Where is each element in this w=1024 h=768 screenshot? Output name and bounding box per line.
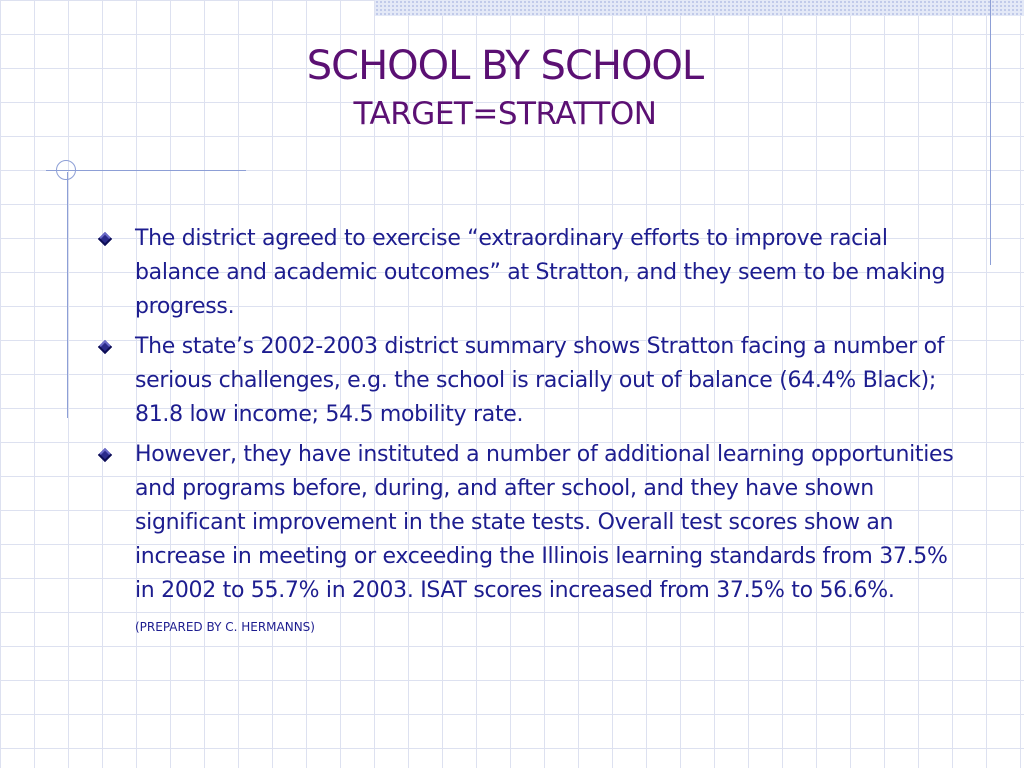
decorative-circle-icon: [56, 160, 76, 180]
bullet-item: [96, 222, 966, 324]
decorative-corner-pattern: [375, 0, 1024, 16]
decorative-vertical-line-left: [67, 172, 68, 418]
bullet-item: [96, 438, 966, 644]
decorative-vertical-line-right: [990, 0, 991, 265]
slide-title-block: [0, 43, 1010, 132]
diamond-bullet-icon: [98, 340, 112, 354]
bullet-item: [96, 330, 966, 432]
credit-note: (PREPARED BY C. HERMANNS): [135, 620, 315, 634]
diamond-bullet-icon: [98, 448, 112, 462]
bullet-text: However, they have instituted a number of additional learning opportunities and programs before, during, and after school, and they have shown significant improvement in the state tests. Overall test scores show an increase in meeting or exceeding the Illinois learning standards from 37.5% in 2002 to 55.7% in 2003. ISAT scores increased from 37.5% to 56.6%.: [135, 442, 954, 603]
slide-title: SCHOOL BY SCHOOL: [306, 43, 704, 89]
bullet-text: The state’s 2002-2003 district summary shows Stratton facing a number of serious challenges, e.g. the school is racially out of balance (64.4% Black); 81.8 low income; 54.5 mobility rate.: [135, 334, 945, 427]
decorative-horizontal-line: [46, 170, 246, 171]
slide-subtitle: TARGET=STRATTON: [353, 96, 657, 132]
bullet-list: [96, 222, 966, 650]
diamond-bullet-icon: [98, 232, 112, 246]
bullet-text: The district agreed to exercise “extraordinary efforts to improve racial balance and academic outcomes” at Stratton, and they seem to be making progress.: [135, 226, 946, 319]
